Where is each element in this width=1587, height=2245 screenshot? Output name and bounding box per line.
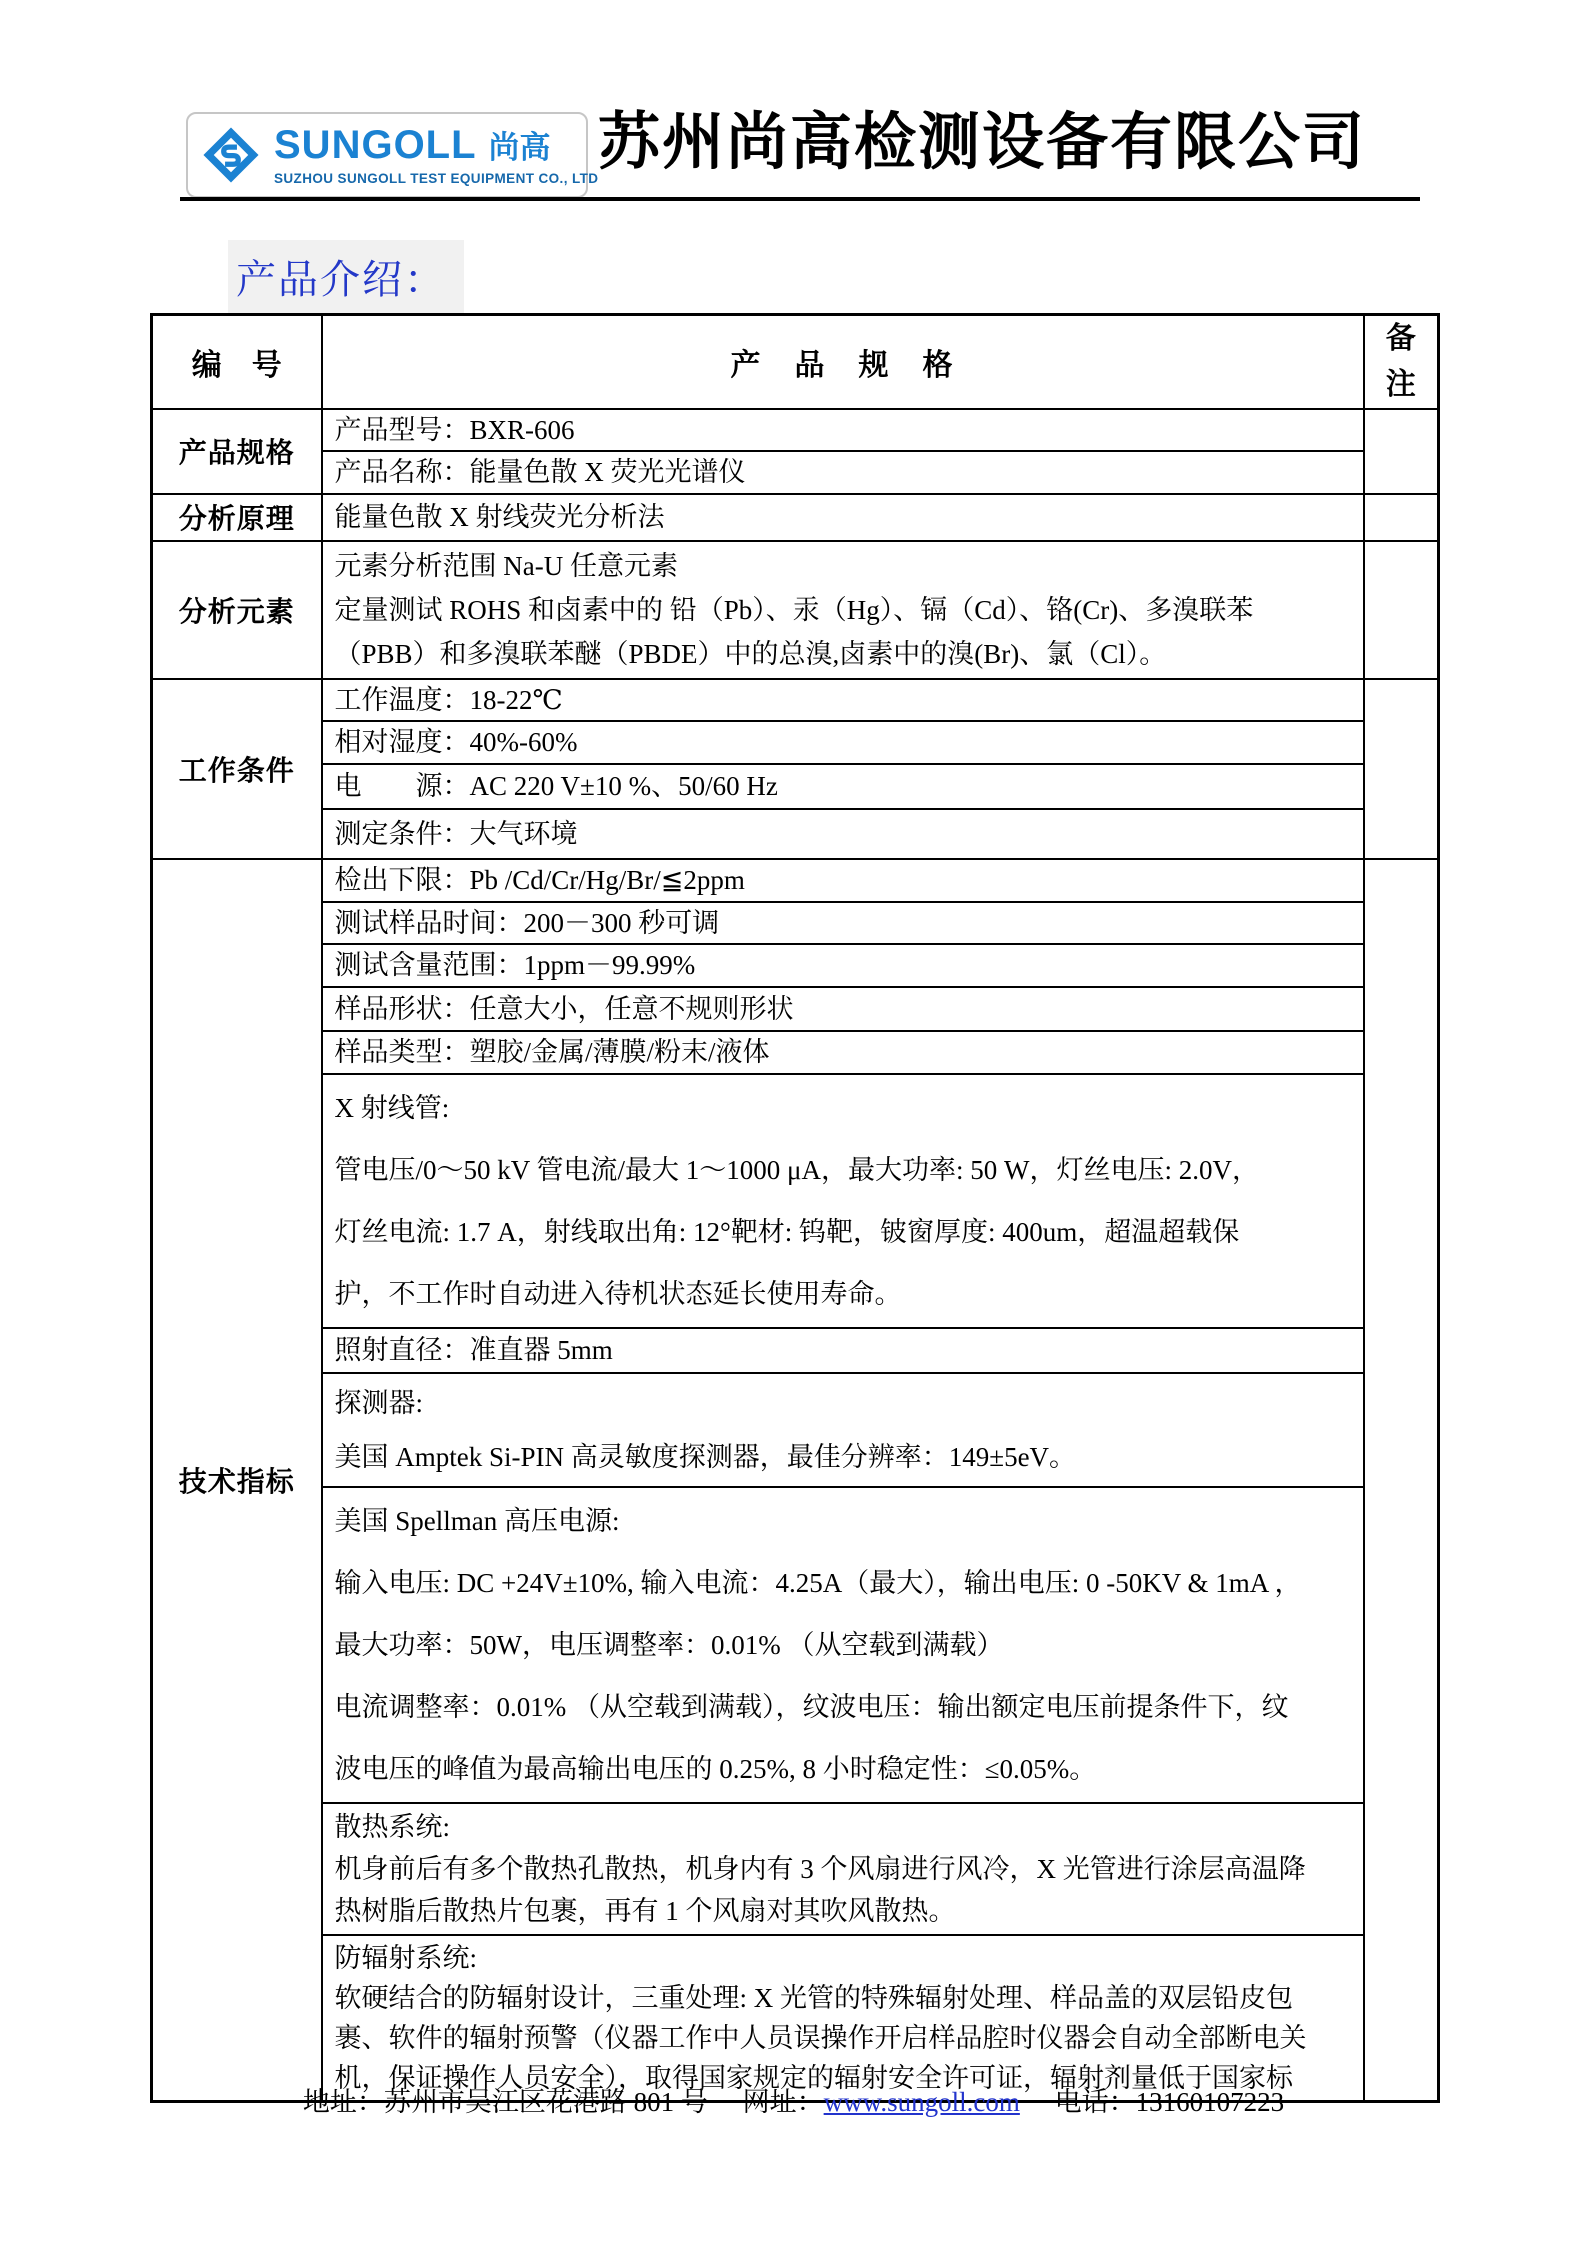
cell-spec-beam: 照射直径：准直器 5mm [322,1328,1364,1373]
xray-line: 护，不工作时自动进入待机状态延长使用寿命。 [334,1279,902,1310]
hv-line: 波电压的峰值为最高输出电压的 0.25%, 8 小时稳定性：≤0.05%。 [334,1754,1097,1785]
xray-line: 灯丝电流: 1.7 A，射线取出角: 12°靶材: 钨靶，铍窗厚度: 400um，超温超载保 [334,1217,1240,1248]
logo-brand-text: SUNGOLL [274,122,477,167]
hv-line: 电流调整率：0.01% （从空载到满载），纹波电压：输出额定电压前提条件下，纹 [334,1692,1289,1723]
row-label-principle: 分析原理 [152,494,322,541]
footer-web-label: 网址： [742,2087,824,2117]
note-cell-product-spec [1364,409,1439,494]
table-row [152,1803,1439,1935]
table-header-row [152,315,1439,410]
company-logo [186,112,599,198]
header-divider [180,197,1420,201]
product-spec-table [150,313,1440,2103]
col-header-id: 编 号 [152,315,322,410]
col-header-note: 备 注 [1364,315,1439,410]
table-row [152,1487,1439,1803]
elements-line: 元素分析范围 Na-U 任意元素 [334,550,678,581]
sungoll-diamond-logo-icon [198,122,264,188]
note-cell-elements [1364,541,1439,679]
table-row [152,679,1439,721]
cell-detector [322,1373,1364,1487]
cell-product-model: 产品型号：BXR-606 [322,409,1364,451]
cell-cond-env: 测定条件：大气环境 [322,809,1364,859]
footer-web [743,2087,1020,2117]
table-row [152,541,1439,679]
cooling-line: 热树脂后散热片包裹，再有 1 个风扇对其吹风散热。 [334,1896,956,1927]
footer-address: 地址：苏州市吴江区花港路 801 号 [302,2087,708,2117]
table-row [152,1328,1439,1373]
table-row [152,859,1439,902]
cell-product-name: 产品名称：能量色散 X 荧光光谱仪 [322,451,1364,493]
row-label-product-spec: 产品规格 [152,409,322,494]
table-row [152,721,1439,763]
note-cell-principle [1364,494,1439,541]
cell-cond-power: 电 源：AC 220 V±10 %、50/60 Hz [322,764,1364,809]
hv-title: 美国 Spellman 高压电源: [334,1506,620,1537]
table-row [152,1031,1439,1074]
table-row [152,809,1439,859]
table-row [152,494,1439,541]
note-cell-tech-specs [1364,859,1439,2102]
note-cell-conditions [1364,679,1439,859]
cooling-title: 散热系统: [334,1812,451,1843]
cell-spec-range: 测试含量范围：1ppm－99.99% [322,944,1364,987]
cell-cond-temp: 工作温度：18-22℃ [322,679,1364,721]
radiation-title: 防辐射系统: [334,1943,478,1974]
radiation-line: 机，保证操作人员安全），取得国家规定的辐射安全许可证，辐射剂量低于国家标 [334,2063,1293,2094]
table-row [152,1935,1439,2102]
section-heading-product-intro: 产品介绍： [228,240,464,313]
cell-xray-tube [322,1074,1364,1328]
hv-line: 输入电压: DC +24V±10%, 输入电流：4.25A（最大），输出电压: 0 -50KV & 1mA ， [334,1568,1302,1599]
xray-line: 管电压/0～50 kV 管电流/最大 1～1000 μA，最大功率: 50 W，灯丝电压: 2.0V， [334,1155,1259,1186]
table-row [152,451,1439,493]
table-row [152,409,1439,451]
cell-spec-detection: 检出下限：Pb /Cd/Cr/Hg/Br/≦2ppm [322,859,1364,902]
detector-line: 美国 Amptek Si-PIN 高灵敏度探测器，最佳分辨率：149±5eV。 [334,1442,1077,1473]
footer-website-link[interactable]: www.sungoll.com [823,2087,1020,2117]
detector-title: 探测器: [334,1388,424,1419]
cell-radiation [322,1935,1364,2102]
hv-line: 最大功率：50W，电压调整率：0.01% （从空载到满载） [334,1630,1004,1661]
cell-principle: 能量色散 X 射线荧光分析法 [322,494,1364,541]
row-label-conditions: 工作条件 [152,679,322,859]
cell-spec-shape: 样品形状：任意大小，任意不规则形状 [322,987,1364,1031]
cell-cond-humidity: 相对湿度：40%-60% [322,721,1364,763]
cell-cooling [322,1803,1364,1935]
col-header-spec: 产 品 规 格 [322,315,1364,410]
elements-line: 定量测试 ROHS 和卤素中的 铅（Pb）、汞（Hg）、镉（Cd）、铬(Cr)、多溴联苯 [334,594,1254,625]
logo-subtitle: SUZHOU SUNGOLL TEST EQUIPMENT CO., LTD [274,170,599,186]
cell-spec-type: 样品类型：塑胶/金属/薄膜/粉末/液体 [322,1031,1364,1074]
cell-spec-time: 测试样品时间：200－300 秒可调 [322,902,1364,944]
cooling-line: 机身前后有多个散热孔散热，机身内有 3 个风扇进行风冷，X 光管进行涂层高温降 [334,1854,1306,1885]
table-row [152,902,1439,944]
row-label-tech-specs: 技术指标 [152,859,322,2102]
table-row [152,764,1439,809]
xray-title: X 射线管: [334,1093,450,1124]
row-label-elements: 分析元素 [152,541,322,679]
table-row [152,1373,1439,1487]
table-row [152,944,1439,987]
footer-phone: 电话：13160107223 [1054,2087,1285,2117]
logo-brand-chinese: 尚高 [488,129,551,165]
logo-text-block [274,122,599,186]
table-row [152,1074,1439,1328]
elements-line: （PBB）和多溴联苯醚（PBDE）中的总溴,卤素中的溴(Br)、氯（Cl）。 [334,638,1167,669]
cell-elements [322,541,1364,679]
radiation-line: 软硬结合的防辐射设计，三重处理: X 光管的特殊辐射处理、样品盖的双层铅皮包 [334,1983,1293,2014]
radiation-line: 裹、软件的辐射预警（仪器工作中人员误操作开启样品腔时仪器会自动全部断电关 [334,2023,1307,2054]
page-footer [0,2080,1587,2119]
cell-hv-power [322,1487,1364,1803]
table-row [152,987,1439,1031]
company-title: 苏州尚高检测设备有限公司 [598,109,1367,177]
